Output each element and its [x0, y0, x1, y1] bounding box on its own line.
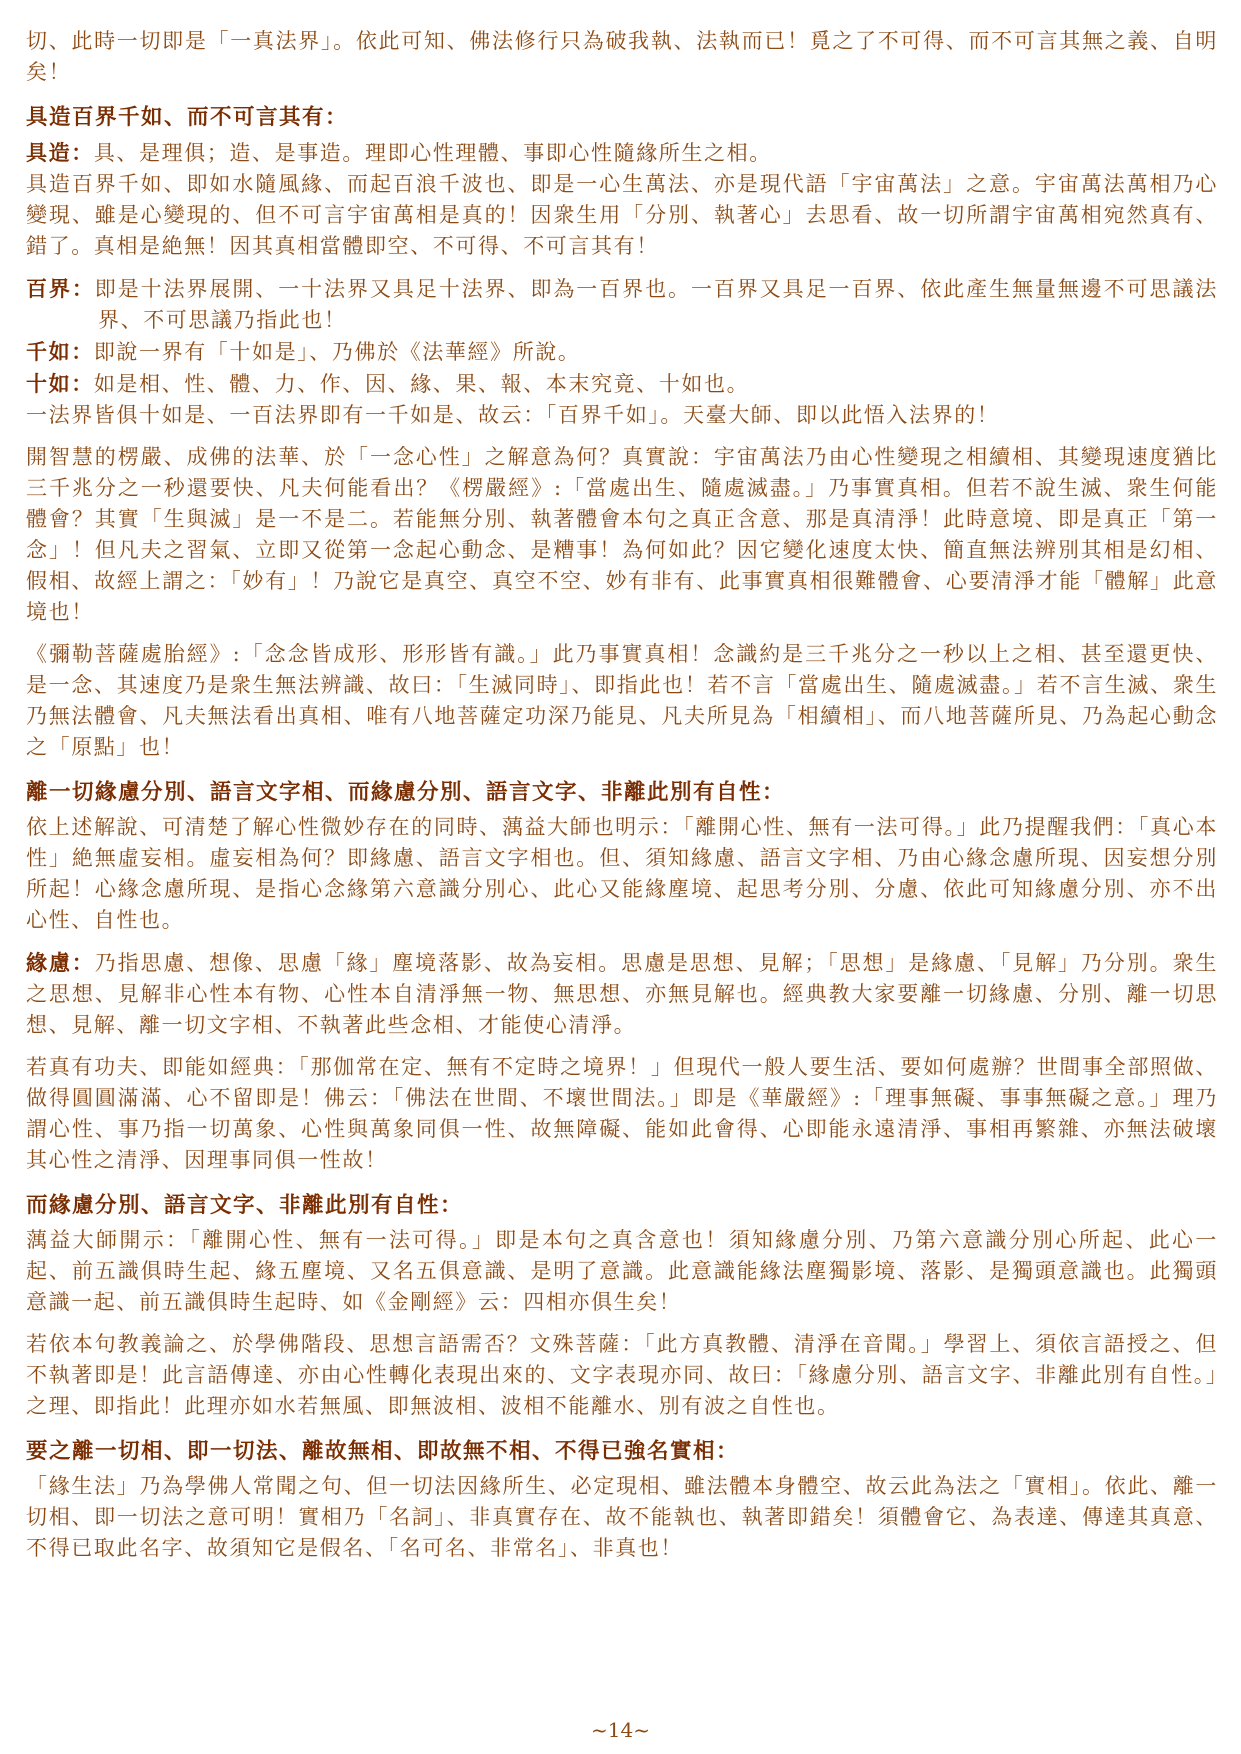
paragraph-ruozhen: 若真有功夫、即能如經典：「那伽常在定、無有不定時之境界！」但現代一般人要生活、要如何處辦？世間事全部照做、做得圓圓滿滿、心不留即是！佛云：「佛法在世間、不壞世間法。」即是《華嚴經》:「理事無礙、事事無礙之意。」理乃謂心性、事乃指一切萬象、心性與萬象同俱一性、故無障礙、能如此會得、心即能永遠清淨、事相再繁雜、亦無法破壞其心性之清淨、因理事同俱一性故！	[26, 1055, 1218, 1172]
section-heading-4: 要之離一切相、即一切法、離故無相、即故無不相、不得已強名實相：	[26, 1439, 740, 1464]
paragraph-mile: 《彌勒菩薩處胎經》:「念念皆成形、形形皆有識。」此乃事實真相！念識約是三千兆分之一秒以上之相、甚至還更快、是一念、其速度乃是衆生無法辨識、故曰：「生滅同時」、即指此也！若不言「當處出生、隨處滅盡。」若不言生滅、衆生乃無法體會、凡夫無法看出真相、唯有八地菩薩定功深乃能見、凡夫所見為「相續相」、而八地菩薩所見、乃為起心動念之「原點」也！	[26, 642, 1218, 759]
definition-baijie: 即是十法界展開、一十法界又具足十法界、即為一百界也。一百界又具足一百界、依此產生無量無邊不可思議法界、不可思議乃指此也！	[94, 277, 1218, 332]
definition-yuanlv: 乃指思慮、想像、思慮「緣」塵境落影、故為妄相。思慮是思想、見解；「思想」是緣慮、「見解」乃分別。衆生之思想、見解非心性本有物、心性本自清淨無一物、無思想、亦無見解也。經典教大家要離一切緣慮、分別、離一切思想、見解、離一切文字相、不執著此些念相、才能使心清淨。	[26, 951, 1218, 1037]
term-qianru: 千如：	[26, 339, 94, 364]
paragraph-ouyi: 蕅益大師開示：「離開心性、無有一法可得。」即是本句之真含意也！須知緣慮分別、乃第六意識分別心所起、此心一起、前五識俱時生起、緣五塵境、又名五俱意識、是明了意識。此意識能緣法塵獨影境、落影、是獨頭意識也。此獨頭意識一起、前五識俱時生起時、如《金剛經》云：四相亦俱生矣！	[26, 1228, 1218, 1314]
definition-shiru: 如是相、性、體、力、作、因、緣、果、報、本末究竟、十如也。	[93, 372, 750, 396]
term-shiru: 十如：	[26, 371, 94, 396]
paragraph-baijie	[26, 273, 1218, 336]
section-heading-2: 離一切緣慮分別、語言文字相、而緣慮分別、語言文字、非離此別有自性：	[26, 780, 786, 805]
paragraph-juzao	[26, 137, 1218, 169]
paragraph-yifajie: 一法界皆俱十如是、一百法界即有一千如是、故云：「百界千如」。天臺大師、即以此悟入法界的！	[26, 403, 1000, 427]
paragraph-intro: 切、此時一切即是「一真法界」。依此可知、佛法修行只為破我執、法執而已！覓之了不可得、而不可言其無之義、自明矣！	[26, 29, 1218, 84]
paragraph-yuanlv	[26, 947, 1218, 1041]
document-page	[26, 26, 1218, 1575]
paragraph-ruoyi: 若依本句教義論之、於學佛階段、思想言語需否？文殊菩薩：「此方真教體、清淨在音聞。」學習上、須依言語授之、但不執著即是！此言語傳達、亦由心性轉化表現出來的、文字表現亦同、故曰：「緣慮分別、語言文字、非離此別有自性。」之理、即指此！此理亦如水若無風、即無波相、波相不能離水、別有波之自性也。	[26, 1332, 1218, 1418]
term-juzao: 具造：	[26, 140, 94, 165]
definition-qianru: 即說一界有「十如是」、乃佛於《法華經》所說。	[93, 340, 581, 364]
paragraph-yuansheng: 「緣生法」乃為學佛人常聞之句、但一切法因緣所生、必定現相、雖法體本身體空、故云此為法之「實相」。依此、離一切相、即一切法之意可明！實相乃「名詞」、非真實存在、故不能執也、執著即錯矣！須體會它、為表達、傳達其真意、不得已取此名字、故須知它是假名、「名可名、非常名」、非真也！	[26, 1474, 1218, 1560]
paragraph-yishang: 依上述解說、可清楚了解心性微妙存在的同時、蕅益大師也明示：「離開心性、無有一法可得。」此乃提醒我們：「真心本性」絶無虛妄相。虛妄相為何？即緣慮、語言文字相也。但、須知緣慮、語言文字相、乃由心緣念慮所現、因妄想分別所起！心緣念慮所現、是指心念緣第六意識分別心、此心又能緣塵境、起思考分別、分慮、依此可知緣慮分別、亦不出心性、自性也。	[26, 815, 1218, 932]
section-heading-3: 而緣慮分別、語言文字、非離此別有自性：	[26, 1193, 464, 1218]
paragraph-qianru	[26, 336, 1218, 368]
section-heading-1: 具造百界千如、而不可言其有：	[26, 105, 349, 130]
term-baijie: 百界：	[26, 276, 95, 301]
paragraph-juzao-explanation: 具造百界千如、即如水隨風緣、而起百浪千波也、即是一心生萬法、亦是現代語「宇宙萬法」之意。宇宙萬法萬相乃心變現、雖是心變現的、但不可言宇宙萬相是真的！因衆生用「分別、執著心」去思看、故一切所謂宇宙萬相宛然真有、錯了。真相是絶無！因其真相當體即空、不可得、不可言其有！	[26, 172, 1218, 258]
paragraph-shiru	[26, 368, 1218, 400]
paragraph-kaizhi: 開智慧的楞嚴、成佛的法華、於「一念心性」之解意為何？真實說：宇宙萬法乃由心性變現之相續相、其變現速度猶比三千兆分之一秒還要快、凡夫何能看出？《楞嚴經》:「當處出生、隨處滅盡。」乃事實真相。但若不說生滅、衆生何能體會？其實「生與滅」是一不是二。若能無分別、執著體會本句之真正含意、那是真清淨！此時意境、即是真正「第一念」！但凡夫之習氣、立即又從第一念起心動念、是糟事！為何如此？因它變化速度太快、簡直無法辨別其相是幻相、假相、故經上謂之：「妙有」！乃說它是真空、真空不空、妙有非有、此事實真相很難體會、心要清淨才能「體解」此意境也！	[26, 445, 1218, 624]
definition-juzao: 具、是理俱；造、是事造。理即心性理體、事即心性隨緣所生之相。	[93, 141, 772, 165]
term-yuanlv: 緣慮：	[26, 950, 95, 975]
page-number: ~14~	[591, 1718, 650, 1742]
